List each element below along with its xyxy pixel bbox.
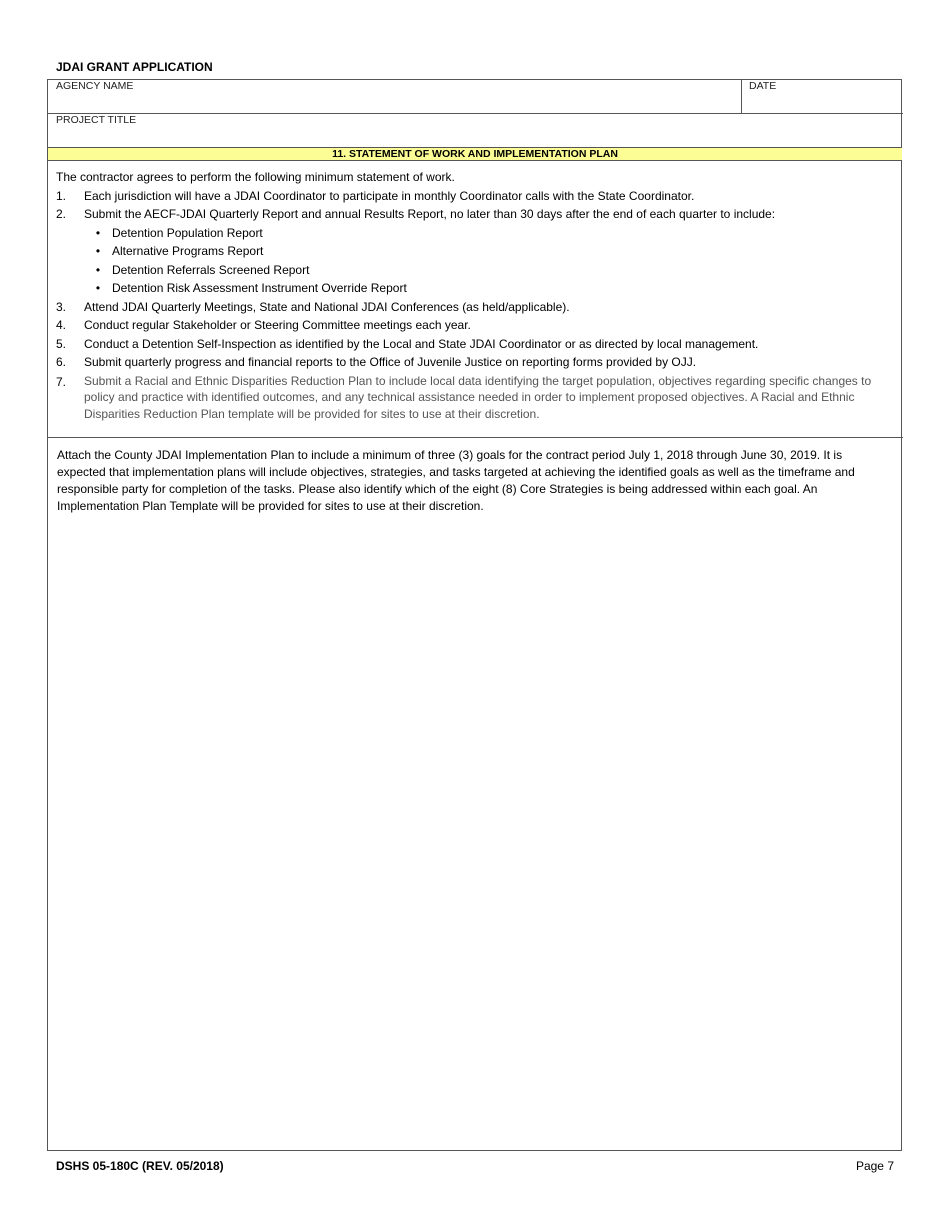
- item-number: 6.: [56, 355, 67, 369]
- item-text: Submit a Racial and Ethnic Disparities Reduction Plan to include local data identifying the target population, objectives regarding specific changes to policy and practice with identified outcomes, and any technical assistance needed in order to implement proposed objectives. A Racial and Ethnic Disparities Reduction Plan template will be provided for sites to use at their discretion.: [84, 373, 872, 421]
- agency-name-label: AGENCY NAME: [56, 80, 134, 92]
- list-item: [56, 187, 891, 206]
- bullet-text: Alternative Programs Report: [112, 244, 264, 258]
- item-text: Attend JDAI Quarterly Meetings, State and National JDAI Conferences (as held/applicable).: [84, 299, 570, 314]
- divider: [47, 113, 903, 114]
- date-label: DATE: [749, 80, 777, 92]
- bullet-item: [56, 261, 891, 280]
- project-title-label: PROJECT TITLE: [56, 114, 137, 126]
- section-heading: 11. STATEMENT OF WORK AND IMPLEMENTATION PLAN: [48, 147, 902, 161]
- form-number: DSHS 05-180C (REV. 05/2018): [56, 1159, 224, 1173]
- statement-of-work: [56, 168, 891, 422]
- intro-text: The contractor agrees to perform the following minimum statement of work.: [56, 170, 455, 184]
- bullet-icon: •: [95, 281, 101, 295]
- bullet-icon: •: [95, 225, 101, 240]
- item-number: 4.: [56, 318, 67, 332]
- bullet-text: Detention Referrals Screened Report: [112, 262, 310, 277]
- item-number: 7.: [56, 374, 67, 389]
- implementation-plan-area[interactable]: [48, 520, 901, 1150]
- attach-instructions: Attach the County JDAI Implementation Plan to include a minimum of three (3) goals for the contract period July 1, 2018 through June 30, 2019. It is expected that implementation plans will include objectives, strategies, and tasks targeted at achieving the identified goals as well as the timeframe and responsible party for completion of the tasks. Please also identify which of the eight (8) Core Strategies is being addressed within each goal. An Implementation Plan Template will be provided for sites to use at their discretion.: [57, 448, 855, 513]
- list-item: [56, 316, 891, 335]
- page-number: Page 7: [855, 1159, 894, 1173]
- item-text: Conduct a Detention Self-Inspection as identified by the Local and State JDAI Coordinator or as directed by local management.: [84, 336, 759, 351]
- item-text: Submit the AECF-JDAI Quarterly Report and annual Results Report, no later than 30 days after the end of each quarter to include:: [84, 207, 776, 221]
- bullet-item: [56, 224, 891, 243]
- item-number: 5.: [56, 336, 67, 351]
- bullet-item: [56, 242, 891, 261]
- item-text: Conduct regular Stakeholder or Steering Committee meetings each year.: [84, 318, 471, 332]
- divider: [47, 437, 903, 438]
- list-item: [56, 205, 891, 224]
- agency-name-field[interactable]: [48, 93, 740, 112]
- bullet-text: Detention Risk Assessment Instrument Override Report: [112, 281, 407, 295]
- list-item: [56, 353, 891, 372]
- list-item: [56, 298, 891, 317]
- form-title: JDAI GRANT APPLICATION: [56, 60, 213, 74]
- list-item: [56, 335, 891, 354]
- item-number: 1.: [56, 188, 67, 203]
- item-text: Each jurisdiction will have a JDAI Coordinator to participate in monthly Coordinator calls with the State Coordinator.: [84, 188, 695, 203]
- bullet-icon: •: [95, 244, 101, 258]
- project-title-field[interactable]: [48, 127, 901, 146]
- date-field[interactable]: [742, 93, 901, 112]
- item-number: 2.: [56, 207, 67, 221]
- bullet-text: Detention Population Report: [112, 225, 263, 240]
- list-item: [56, 373, 891, 423]
- bullet-item: [56, 279, 891, 298]
- item-number: 3.: [56, 299, 67, 314]
- bullet-icon: •: [95, 262, 101, 277]
- item-text: Submit quarterly progress and financial reports to the Office of Juvenile Justice on reporting forms provided by OJJ.: [84, 355, 697, 369]
